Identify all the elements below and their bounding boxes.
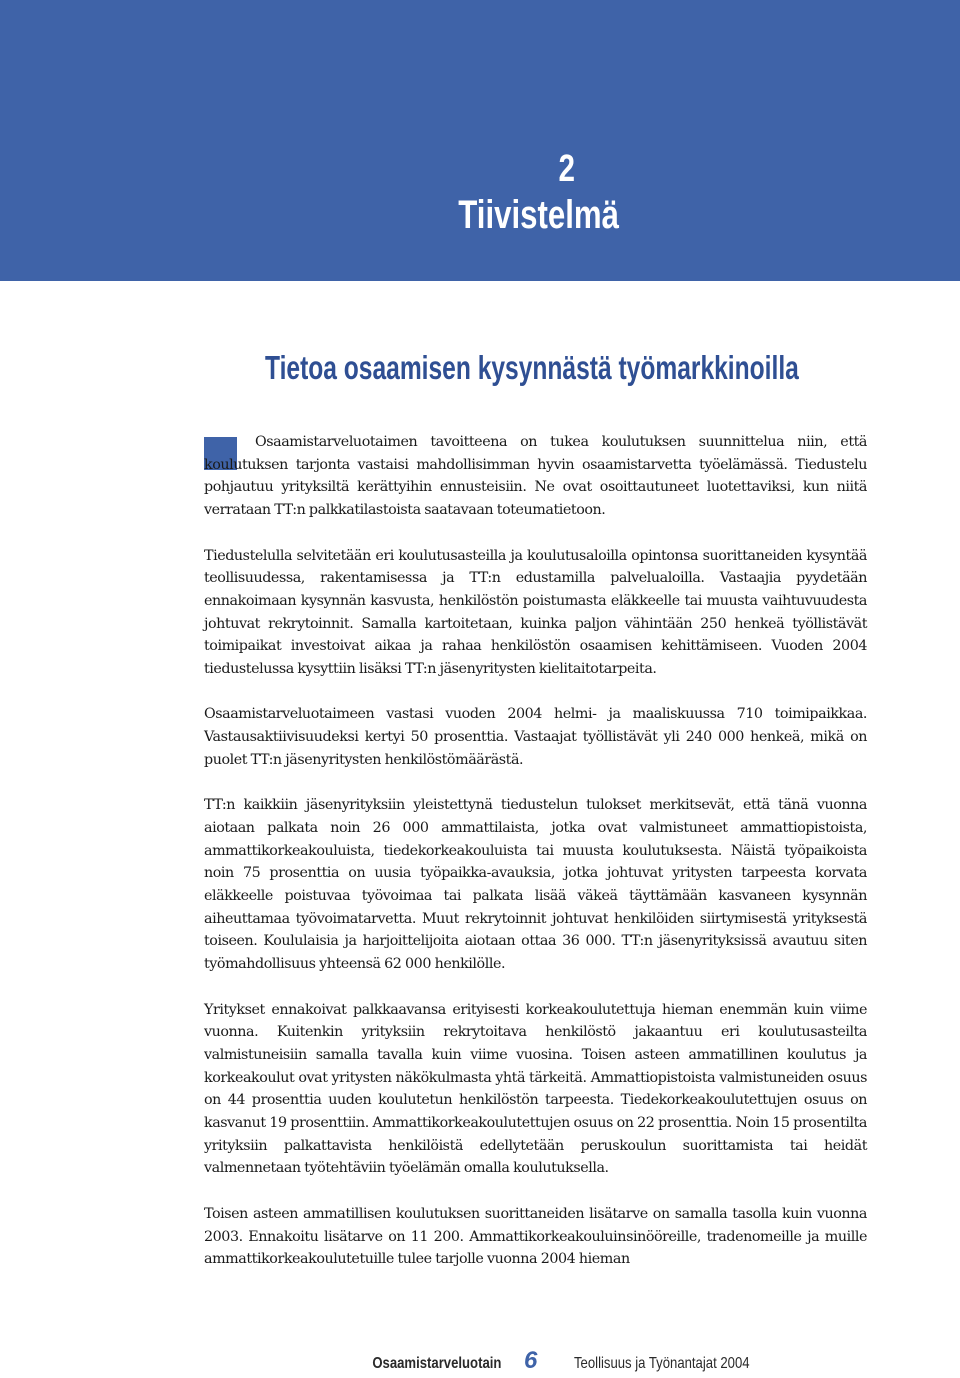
footer-brand: Osaamistarveluotain [371, 1355, 501, 1372]
chapter-title: Tiivistelmä [458, 193, 619, 237]
page-number: 6 [524, 1347, 538, 1374]
paragraph: Yritykset ennakoivat palkkaavansa erityisesti korkeakoulutettuja hieman enemmän kuin viime vuonna. Kuitenkin yrityksiin rekrytoitava henkilöstö jakaantuu eri koulutusasteilta valmistuneisiin samalla tavalla kuin viime vuosina. Toisen asteen ammatillinen koulutus ja korkeakoulut ovat yritysten näkökulmasta yhtä tärkeitä. Ammattiopistoista valmistuneiden osuus on 44 prosenttia uuden koulutetun henkilöstön tarpeesta. Tiedekorkeakoulutettujen osuus on kasvanut 19 prosenttiin. Ammattikorkeakoulutettujen osuus on 22 prosenttia. Noin 15 prosentilta yrityksiin palkattavista henkilöistä edellytetään peruskoulun suorittamista tai heidät valmennetaan työtehtäviin työelämän omalla koulutuksella. [204, 1001, 867, 1177]
page-footer [0, 1347, 960, 1377]
paragraph-intro: Osaamistarveluotaimen tavoitteena on tukea koulutuksen suunnittelua niin, että koulutuksen tarjonta vastaisi mahdollisimman hyvin osaamistarvetta työelämässä. Tiedustelu pohjautuu yrityksiltä kerättyihin ennusteisiin. Ne ovat osoittautuneet luotettaviksi, kun niitä verrataan TT:n palkkatilastoista saatavaan toteumatietoon. [204, 434, 867, 519]
body-text [204, 431, 867, 1271]
section-heading: Tietoa osaamisen kysynnästä työmarkkinoilla [265, 349, 799, 386]
paragraph: Toisen asteen ammatillisen koulutuksen suorittaneiden lisätarve on samalla tasolla kuin vuonna 2003. Ennakoitu lisätarve on 11 200. Ammattikorkeakouluinsinööreille, tradenomeille ja muille ammattikorkeakoulutetuille tulee tarjolle vuonna 2004 hieman [204, 1205, 867, 1268]
chapter-banner [0, 0, 960, 281]
paragraph: Tiedustelulla selvitetään eri koulutusasteilla ja koulutusaloilla opintonsa suorittaneiden kysyntää teollisuudessa, rakentamisessa ja TT:n edustamilla palvelualoilla. Vastaajia pyydetään ennakoimaan kysynnän kasvusta, henkilöstön poistumasta eläkkeelle tai muusta vaihtuvuudesta johtuvat rekrytoinnit. Samalla kartoitetaan, kuinka paljon vähintään 250 henkeä työllistävät toimipaikat investoivat aikaa ja rahaa henkilöstön osaamisen kehittämiseen. Vuoden 2004 tiedustelussa kysyttiin lisäksi TT:n jäsenyritysten kielitaitotarpeita. [204, 547, 867, 678]
paragraph: Osaamistarveluotaimeen vastasi vuoden 2004 helmi- ja maaliskuussa 710 toimipaikkaa. Vastausaktiivisuudeksi kertyi 50 prosenttia. Vastaajat työllistävät yli 240 000 henkeä, mikä on puolet TT:n jäsenyritysten henkilöstömäärästä. [204, 706, 867, 768]
footer-publisher: Teollisuus ja Työnantajat 2004 [574, 1355, 750, 1372]
paragraph: TT:n kaikkiin jäsenyrityksiin yleistettynä tiedustelun tulokset merkitsevät, että tänä vuonna aiotaan palkata noin 26 000 ammattilaista, jotka ovat valmistuneet ammattiopistoista, ammattikorkeakouluista, tiedekorkeakouluista tai muusta koulutuksesta. Näistä työpaikoista noin 75 prosenttia on uusia työpaikka-avauksia, jotka johtuvat yritysten tarpeesta korvata eläkkeelle poistuvaa työvoimaa tai palkata lisää väkeä täyttämään kasvaneen kysynnän aiheuttamaa työvoimatarvetta. Muut rekrytoinnit johtuvat henkilöiden siirtymisestä yrityksestä toiseen. Koululaisia ja harjoittelijoita aiotaan ottaa 36 000. TT:n jäsenyrityksissä avautuu siten työmahdollisuus yhteensä 62 000 henkilölle. [204, 797, 867, 973]
chapter-number: 2 [558, 148, 575, 190]
